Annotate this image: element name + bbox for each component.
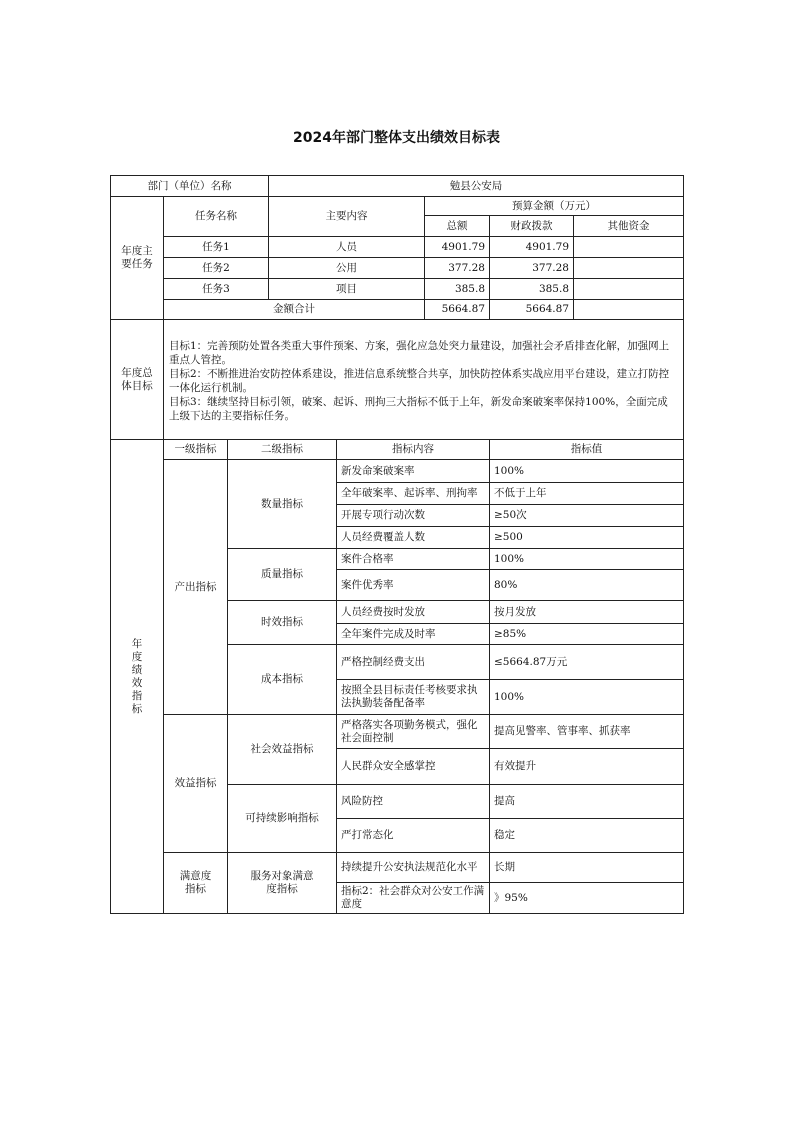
- indicators-section-label: 年度绩效指标: [111, 440, 164, 914]
- indicator-value: 100%: [490, 549, 684, 570]
- task-row: [111, 279, 684, 300]
- page-title: 2024年部门整体支出绩效目标表: [293, 130, 500, 146]
- sum-total: 5664.87: [425, 300, 490, 320]
- indicator-value: ≥500: [490, 527, 684, 549]
- goal-line: 目标1：完善预防处置各类重大事件预案、方案，强化应急处突力量建设，加强社会矛盾排查化解，加强网上重点人管控。: [169, 340, 670, 366]
- col-l1: 一级指标: [164, 440, 228, 460]
- task-total: 377.28: [425, 258, 490, 279]
- indicator-content: 按照全县目标责任考核要求执法执勤装备配备率: [337, 680, 490, 715]
- indicator-value: 100%: [490, 460, 684, 483]
- indicator-value: 提高: [490, 785, 684, 819]
- l1-satisfaction: 满意度指标: [164, 853, 228, 914]
- task-other: [574, 258, 684, 279]
- indicator-row: [111, 460, 684, 483]
- indicator-content: 案件合格率: [337, 549, 490, 570]
- indicator-content: 人员经费覆盖人数: [337, 527, 490, 549]
- indicator-content: 人员经费按时发放: [337, 601, 490, 624]
- col-task-content: 主要内容: [269, 197, 425, 237]
- sum-label: 金额合计: [164, 300, 425, 320]
- task-content: 公用: [269, 258, 425, 279]
- col-indicator-value: 指标值: [490, 440, 684, 460]
- task-name: 任务2: [164, 258, 269, 279]
- budget-header: 预算金额（万元）: [425, 197, 684, 216]
- task-name: 任务1: [164, 237, 269, 258]
- indicator-content: 严格控制经费支出: [337, 645, 490, 680]
- task-fiscal: 377.28: [490, 258, 574, 279]
- indicator-content: 持续提升公安执法规范化水平: [337, 853, 490, 883]
- col-l2: 二级指标: [228, 440, 337, 460]
- indicator-value: 不低于上年: [490, 483, 684, 505]
- indicator-content: 新发命案破案率: [337, 460, 490, 483]
- col-total: 总额: [425, 216, 490, 237]
- col-fiscal: 财政拨款: [490, 216, 574, 237]
- l1-output: 产出指标: [164, 460, 228, 715]
- indicator-content: 指标2：社会群众对公安工作满意度: [337, 883, 490, 914]
- indicator-value: 按月发放: [490, 601, 684, 624]
- task-row: [111, 258, 684, 279]
- l1-benefit: 效益指标: [164, 715, 228, 853]
- indicator-content: 开展专项行动次数: [337, 505, 490, 527]
- task-fiscal: 4901.79: [490, 237, 574, 258]
- task-fiscal: 385.8: [490, 279, 574, 300]
- sum-other: [574, 300, 684, 320]
- indicator-value: 长期: [490, 853, 684, 883]
- goals-text: [164, 320, 684, 440]
- indicator-row: [111, 853, 684, 883]
- task-total: 385.8: [425, 279, 490, 300]
- task-name: 任务3: [164, 279, 269, 300]
- indicator-content: 风险防控: [337, 785, 490, 819]
- task-content: 人员: [269, 237, 425, 258]
- indicator-content: 严打常态化: [337, 819, 490, 853]
- l2-sustainable: 可持续影响指标: [228, 785, 337, 853]
- indicator-value: 提高见警率、管事率、抓获率: [490, 715, 684, 749]
- task-content: 项目: [269, 279, 425, 300]
- sum-fiscal: 5664.87: [490, 300, 574, 320]
- l2-quantity: 数量指标: [228, 460, 337, 549]
- task-other: [574, 237, 684, 258]
- task-total: 4901.79: [425, 237, 490, 258]
- l2-service: 服务对象满意度指标: [228, 853, 337, 914]
- task-other: [574, 279, 684, 300]
- l2-social: 社会效益指标: [228, 715, 337, 785]
- indicator-value: 有效提升: [490, 749, 684, 785]
- tasks-section-label: 年度主要任务: [111, 197, 164, 320]
- task-row: [111, 237, 684, 258]
- indicator-row: [111, 715, 684, 749]
- indicator-content: 案件优秀率: [337, 570, 490, 601]
- performance-table: [110, 175, 684, 914]
- goal-line: 目标3：继续坚持目标引领，破案、起诉、刑拘三大指标不低于上年，新发命案破案率保持100%，全面完成上级下达的主要指标任务。: [169, 396, 668, 422]
- indicator-value: 稳定: [490, 819, 684, 853]
- indicator-value: 100%: [490, 680, 684, 715]
- goals-section-label: 年度总体目标: [111, 320, 164, 440]
- l2-cost: 成本指标: [228, 645, 337, 715]
- indicator-value: ≥85%: [490, 624, 684, 645]
- indicator-value: 80%: [490, 570, 684, 601]
- indicator-content: 人民群众安全感掌控: [337, 749, 490, 785]
- l2-timeliness: 时效指标: [228, 601, 337, 645]
- indicator-content: 严格落实各项勤务模式，强化社会面控制: [337, 715, 490, 749]
- col-task-name: 任务名称: [164, 197, 269, 237]
- indicator-content: 全年案件完成及时率: [337, 624, 490, 645]
- indicator-value: ≤5664.87万元: [490, 645, 684, 680]
- col-other: 其他资金: [574, 216, 684, 237]
- indicator-value: ≥50次: [490, 505, 684, 527]
- indicator-value: 》95%: [490, 883, 684, 914]
- indicator-content: 全年破案率、起诉率、刑拘率: [337, 483, 490, 505]
- col-indicator-content: 指标内容: [337, 440, 490, 460]
- dept-value: 勉县公安局: [269, 176, 684, 197]
- dept-label: 部门（单位）名称: [111, 176, 269, 197]
- goal-line: 目标2：不断推进治安防控体系建设，推进信息系统整合共享，加快防控体系实战应用平台建设，建立打防控一体化运行机制。: [169, 368, 670, 394]
- l2-quality: 质量指标: [228, 549, 337, 601]
